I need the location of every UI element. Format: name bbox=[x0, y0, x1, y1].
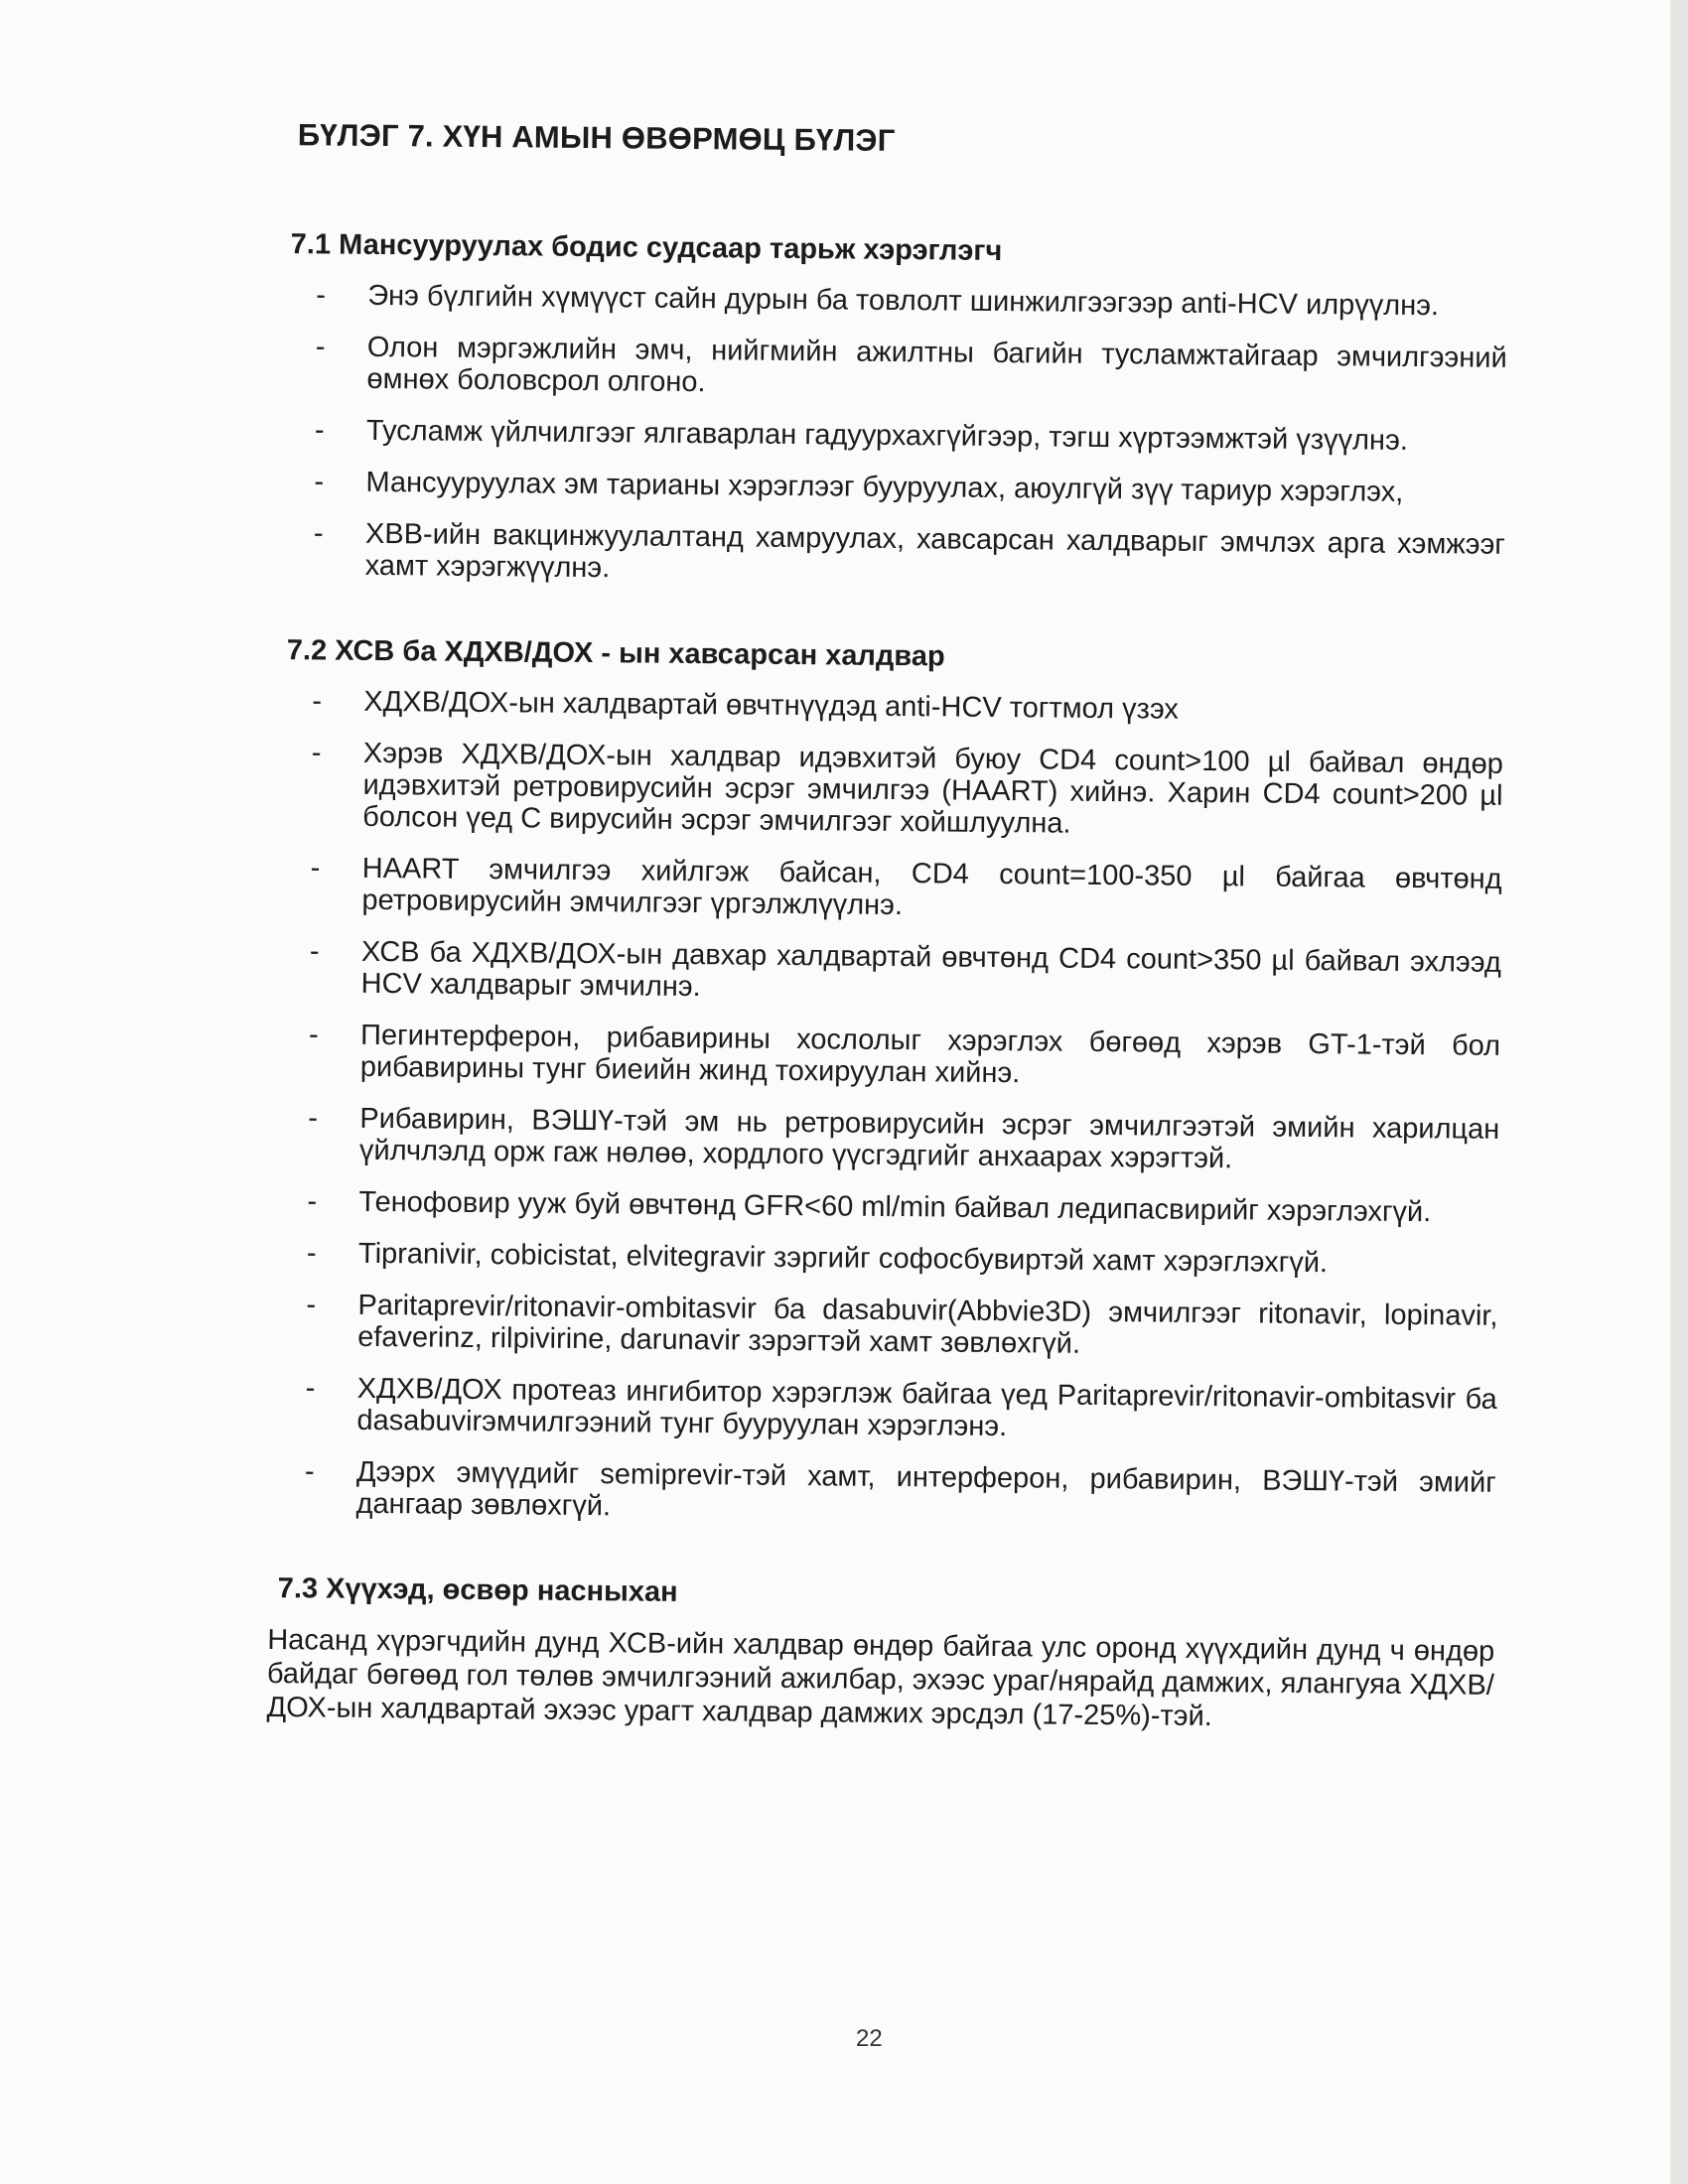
bullet-dash: - bbox=[309, 935, 320, 968]
list-item: - Дээрх эмүүдийг semiprevir-тэй хамт, интерферон, рибавирин, ВЭШҮ-тэй эмийг дангаар зөвлөхгүй. bbox=[304, 1455, 1497, 1523]
chapter-title: БҮЛЭГ 7. ХҮН АМЫН ӨВӨРМӨЦ БҮЛЭГ bbox=[297, 117, 896, 158]
page-number: 22 bbox=[856, 2025, 883, 2052]
list-item: - Тусламж үйлчилгээг ялгаварлан гадуурхахгүйгээр, тэгш хүртээмжтэй үзүүлнэ. bbox=[314, 414, 1409, 457]
page-content bbox=[262, 117, 1508, 1736]
bullet-dash: - bbox=[307, 1185, 318, 1218]
section-title-7-2: 7.2 ХСВ ба ХДХВ/ДОХ - ын хавсарсан халдвар bbox=[286, 634, 945, 673]
bullet-dash: - bbox=[314, 414, 325, 447]
list-item: - Мансууруулах эм тарианы хэрэглээг бууруулах, аюулгүй зүү тариур хэрэглэх, bbox=[314, 466, 1404, 508]
list-item: - ХВВ-ийн вакцинжуулалтанд хамруулах, хавсарсан халдварыг эмчлэх арга хэмжээг хамт хэрэгжүүлнэ. bbox=[313, 517, 1506, 585]
list-item: - ХДХВ/ДОХ-ын халдвартай өвчтнүүдэд anti-HCV тогтмол үзэх bbox=[312, 685, 1180, 726]
bullet-dash: - bbox=[311, 737, 322, 769]
list-item: - Олон мэргэжлийн эмч, нийгмийн ажилтны багийн тусламжтайгаар эмчилгээний өмнөх боловсрол олгоно. bbox=[315, 331, 1507, 399]
section-7-3-paragraph: Насанд хүрэгчдийн дунд ХСВ-ийн халдвар өндөр байгаа улс оронд хүүхдийн дунд ч өндөр байдаг бөгөөд гол төлөв эмчилгээний ажилбар, эхээс ураг/нярайд дамжих, ялангуяа ХДХВ/ДОХ-ын халдвартай эхээс урагт халдвар дамжих эрсдэл (17-25%)-тэй. bbox=[266, 1623, 1495, 1733]
bullet-dash: - bbox=[308, 1019, 319, 1051]
list-item: - Пегинтерферон, рибавирины хослолыг хэрэглэх бөгөөд хэрэв GT-1-тэй бол рибавирины тунг биеийн жинд тохируулан хийнэ. bbox=[308, 1019, 1501, 1090]
scan-edge bbox=[1670, 0, 1688, 2184]
list-item: - ХСВ ба ХДХВ/ДОХ-ын давхар халдвартай өвчтөнд CD4 count>350 µl байвал эхлээд HCV халдварыг эмчилнэ. bbox=[309, 935, 1502, 1004]
bullet-dash: - bbox=[312, 685, 323, 718]
section-title-7-1: 7.1 Мансууруулах бодис судсаар тарьж хэрэглэгч bbox=[290, 228, 1003, 268]
list-item: - Хэрэв ХДХВ/ДОХ-ын халдвар идэвхитэй буюу CD4 count>100 µl байвал өндөр идэвхитэй ретровирусийн эсрэг эмчилгээ (HAART) хийнэ. Харин CD4 count>200 µl болсон үед С вирусийн эсрэг эмчилгээг хойшлуулна. bbox=[311, 737, 1503, 840]
list-item: - HAART эмчилгээ хийлгэж байсан, CD4 count=100-350 µl байгаа өвчтөнд ретровирусийн эмчилгээг үргэлжлүүлнэ. bbox=[310, 852, 1502, 922]
bullet-dash: - bbox=[316, 279, 327, 312]
bullet-dash: - bbox=[305, 1372, 316, 1405]
list-item: - Энэ бүлгийн хүмүүст сайн дурын ба товлолт шинжилгээгээр anti-HCV илрүүлнэ. bbox=[316, 279, 1440, 323]
bullet-dash: - bbox=[310, 852, 321, 885]
bullet-dash: - bbox=[304, 1455, 315, 1488]
bullet-dash: - bbox=[315, 331, 326, 363]
list-item: - Tipranivir, cobicistat, elvitegravir зэргийг софосбувиртэй хамт хэрэглэхгүй. bbox=[306, 1237, 1329, 1280]
bullet-dash: - bbox=[314, 466, 325, 498]
list-item: - Paritaprevir/ritonavir-ombitasvir ба dasabuvir(Abbvie3D) эмчилгээг ritonavir, lopinavir, efaverinz, rilpivirine, darunavir зэрэгтэй хамт зөвлөхгүй. bbox=[306, 1289, 1498, 1360]
section-title-7-3: 7.3 Хүүхэд, өсвөр насныхан bbox=[277, 1572, 678, 1608]
bullet-dash: - bbox=[306, 1237, 317, 1270]
list-item: - Тенофовир ууж буй өвчтөнд GFR<60 ml/min байвал ледипасвирийг хэрэглэхгүй. bbox=[307, 1185, 1432, 1229]
list-item: - Рибавирин, ВЭШҮ-тэй эм нь ретровирусийн эсрэг эмчилгээтэй эмийн харилцан үйлчлэлд орж гаж нөлөө, хордлого үүсгэдгийг анхаарах хэрэгтэй. bbox=[308, 1102, 1500, 1175]
bullet-dash: - bbox=[306, 1289, 317, 1321]
section-7-1-list bbox=[274, 279, 1508, 593]
bullet-dash: - bbox=[313, 517, 324, 550]
bullet-dash: - bbox=[308, 1102, 319, 1135]
section-7-2-list bbox=[264, 685, 1503, 1531]
list-item: - ХДХВ/ДОХ протеаз ингибитор хэрэглэж байгаа үед Paritaprevir/ritonavir-ombitasvir ба dasabuvirэмчилгээний тунг бууруулан хэрэглэнэ. bbox=[305, 1372, 1497, 1443]
